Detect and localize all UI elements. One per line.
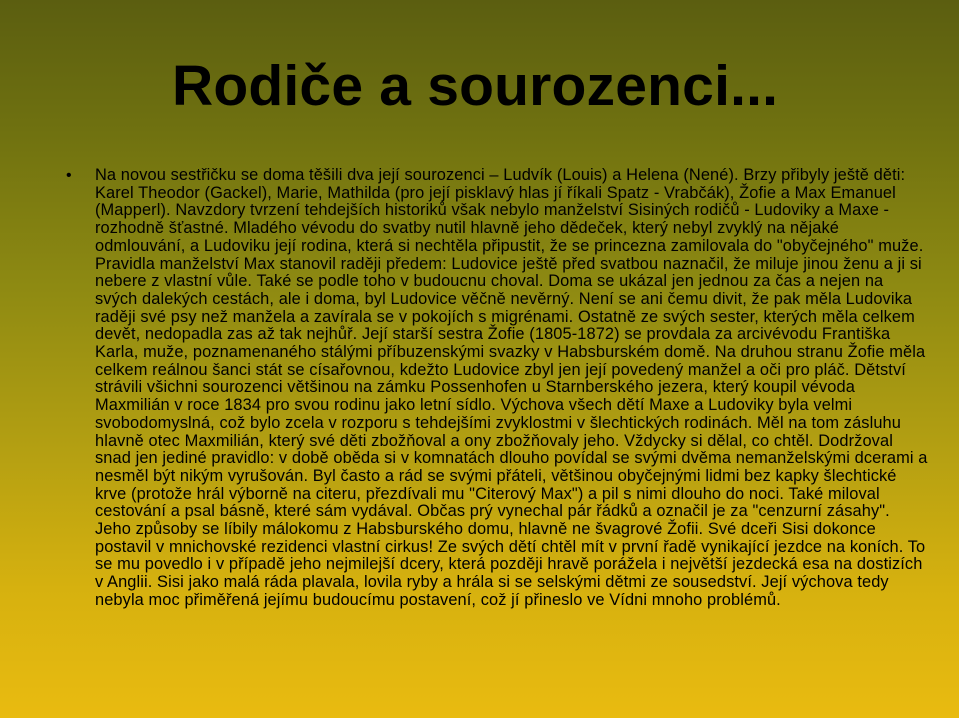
bullet-marker: • xyxy=(66,167,72,184)
bullet-item xyxy=(66,166,930,610)
slide-title: Rodiče a sourozenci... xyxy=(172,54,779,118)
slide-content xyxy=(66,166,930,610)
bullet-text: Na novou sestřičku se doma těšili dva její sourozenci – Ludvík (Louis) a Helena (Nené). Brzy přibyly ještě děti: Karel Theodor (Gackel), Marie, Mathilda (pro její pisklavý hlas jí říkali Spatz - Vrabčák), Žofie a Max Emanuel (Mapperl). Navzdory tvrzení tehdejších historiků však nebylo manželství Sisiných rodičů - Ludoviky a Maxe - rozhodně šťastné. Mladého vévodu do svatby nutil hlavně jeho dědeček, který nebyl zvyklý na nějaké odmlouvání, a Ludoviku její rodina, která si nechtěla připustit, že se princezna zamilovala do "obyčejného" muže. Pravidla manželství Max stanovil raději předem: Ludovice ještě před svatbou naznačil, že miluje jinou ženu a ji si nebere z vlastní vůle. Také se podle toho v budoucnu choval. Doma se ukázal jen jednou za čas a nejen na svých dalekých cestách, ale i doma, byl Ludovice věčně nevěrný. Není se ani čemu divit, že pak měla Ludovika raději své psy než manžela a zavírala se v pokojích s migrénami. Ostatně ze svých sester, kterých měla celkem devět, nedopadla zas až tak nejhůř. Její starší sestra Žofie (1805-1872) se provdala za arcivévodu Františka Karla, muže, poznamenaného stálými příbuzenskými svazky v Habsburském domě. Na druhou stranu Žofie měla celkem reálnou šanci stát se císařovnou, kdežto Ludovice zbyl jen její povedený manžel a oči pro pláč. Dětství strávili všichni sourozenci většinou na zámku Possenhofen u Starnberského jezera, který koupil vévoda Maxmilián v roce 1834 pro svou rodinu jako letní sídlo. Výchova všech dětí Maxe a Ludoviky byla velmi svobodomyslná, což bylo zcela v rozporu s tehdejšími zvyklostmi v šlechtických rodinách. Měl na tom zásluhu hlavně otec Maxmilián, který své děti zbožňoval a ony zbožňovaly jeho. Vždycky si dělal, co chtěl. Dodržoval snad jen jediné pravidlo: v době oběda si v komnatách dlouho povídal se svými dvěma nemanželskými dcerami a nesměl být nikým vyrušován. Byl často a rád se svými přáteli, většinou obyčejnými lidmi bez kapky šlechtické krve (protože hrál výborně na citeru, přezdívali mu "Citerový Max") a pil s nimi dlouho do noci. Také miloval cestování a psal básně, které sám vydával. Občas prý vynechal pár řádků a označil je za "cenzurní zásahy". Jeho způsoby se líbily málokomu z Habsburského domu, hlavně ne švagrové Žofii. Své dceři Sisi dokonce postavil v mnichovské rezidenci vlastní cirkus! Ze svých dětí chtěl mít v první řadě vynikající jezdce na koních. To se mu povedlo i v případě jeho nejmilejší dcery, která později hravě porážela i největší jezdecká esa na dostizích v Anglii. Sisi jako malá ráda plavala, lovila ryby a hrála si se selskými dětmi ze sousedství. Její výchova tedy nebyla moc přiměřená jejímu budoucímu postavení, což jí přineslo ve Vídni mnoho problémů. xyxy=(95,166,928,609)
